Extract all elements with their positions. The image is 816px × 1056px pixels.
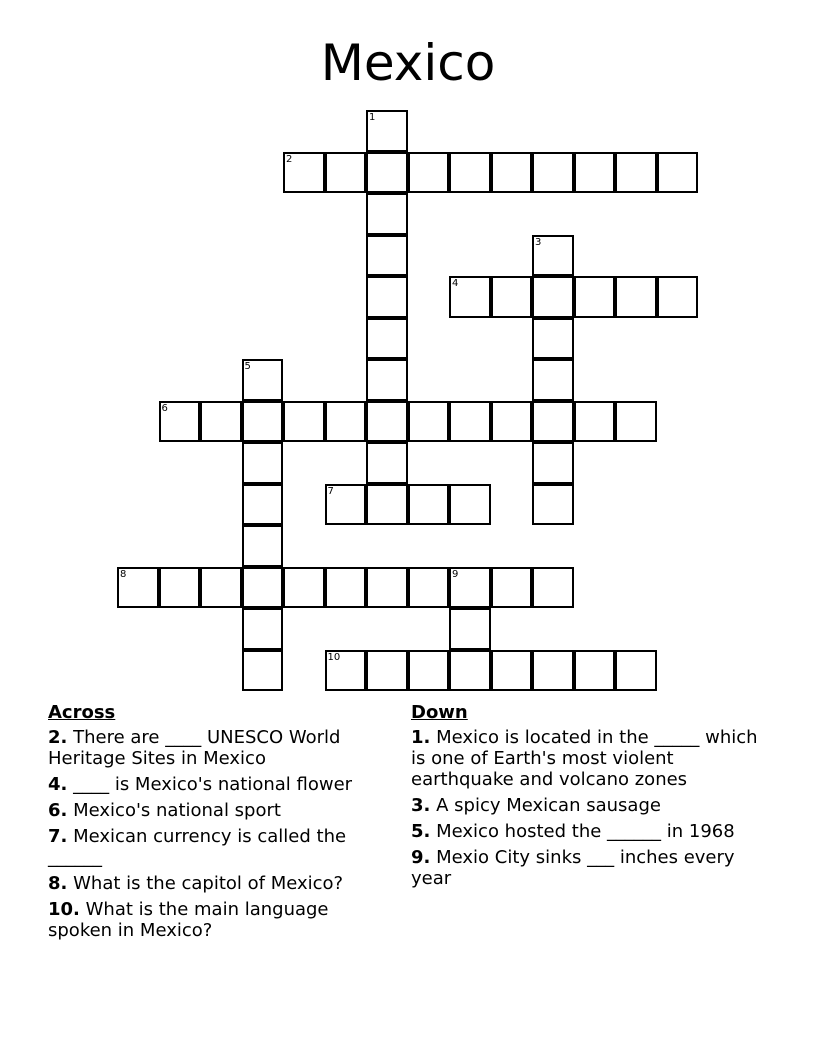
grid-cell[interactable] (366, 110, 408, 152)
cell-number: 3 (535, 236, 542, 248)
grid-cell[interactable] (449, 484, 491, 526)
grid-cell[interactable] (117, 567, 159, 609)
clue-number: 10. (48, 899, 80, 920)
grid-cell[interactable] (159, 567, 201, 609)
grid-cell[interactable] (532, 650, 574, 692)
grid-cell[interactable] (366, 401, 408, 443)
grid-cell[interactable] (532, 235, 574, 277)
clue-number: 9. (411, 847, 431, 868)
clue-across-4 (48, 774, 398, 795)
down-clues (411, 702, 761, 894)
grid-cell[interactable] (449, 152, 491, 194)
cell-number: 6 (161, 402, 168, 414)
grid-cell[interactable] (615, 650, 657, 692)
cell-number: 8 (120, 568, 127, 580)
grid-cell[interactable] (615, 276, 657, 318)
clue-text: A spicy Mexican sausage (436, 795, 661, 816)
cell-number: 1 (369, 112, 376, 123)
clue-number: 3. (411, 795, 431, 816)
grid-cell[interactable] (449, 567, 491, 609)
clue-down-1 (411, 727, 761, 790)
grid-cell[interactable] (615, 152, 657, 194)
clue-number: 2. (48, 727, 68, 748)
puzzle-title: Mexico (320, 34, 496, 92)
grid-cell[interactable] (532, 484, 574, 526)
clue-across-7 (48, 826, 398, 868)
clue-text: What is the capitol of Mexico? (73, 873, 344, 894)
across-clues (48, 702, 398, 946)
grid-cell[interactable] (532, 359, 574, 401)
cell-number: 9 (452, 568, 459, 580)
grid-cell[interactable] (366, 276, 408, 318)
grid-cell[interactable] (491, 152, 533, 194)
grid-cell[interactable] (242, 442, 284, 484)
grid-cell[interactable] (491, 401, 533, 443)
grid-cell[interactable] (325, 401, 367, 443)
grid-cell[interactable] (532, 152, 574, 194)
grid-cell[interactable] (366, 650, 408, 692)
grid-cell[interactable] (283, 567, 325, 609)
clue-number: 5. (411, 821, 431, 842)
clue-text: Mexio City sinks ___ inches every year (411, 847, 735, 889)
grid-cell[interactable] (408, 484, 450, 526)
grid-cell[interactable] (325, 567, 367, 609)
grid-cell[interactable] (449, 650, 491, 692)
grid-cell[interactable] (366, 193, 408, 235)
grid-cell[interactable] (366, 152, 408, 194)
grid-cell[interactable] (366, 359, 408, 401)
clue-text: Mexican currency is called the ______ (48, 826, 347, 868)
down-heading: Down (411, 702, 468, 723)
clue-text: There are ____ UNESCO World Heritage Sites in Mexico (48, 727, 341, 769)
grid-cell[interactable] (408, 152, 450, 194)
clue-text: Mexico's national sport (73, 800, 281, 821)
grid-cell[interactable] (574, 401, 616, 443)
grid-cell[interactable] (408, 401, 450, 443)
clue-across-8 (48, 873, 398, 894)
grid-cell[interactable] (532, 401, 574, 443)
grid-cell[interactable] (574, 152, 616, 194)
clue-across-10 (48, 899, 398, 941)
clue-number: 8. (48, 873, 68, 894)
cell-number: 7 (327, 485, 334, 497)
grid-cell[interactable] (449, 276, 491, 318)
clue-text: Mexico is located in the _____ which is one of Earth's most violent earthquake and volcano zones (411, 727, 758, 790)
grid-cell[interactable] (200, 401, 242, 443)
grid-cell[interactable] (242, 567, 284, 609)
clue-number: 4. (48, 774, 68, 795)
grid-cell[interactable] (408, 567, 450, 609)
grid-cell[interactable] (242, 484, 284, 526)
clue-number: 7. (48, 826, 68, 847)
grid-cell[interactable] (366, 567, 408, 609)
grid-cell[interactable] (325, 152, 367, 194)
clue-text: Mexico hosted the ______ in 1968 (436, 821, 735, 842)
grid-cell[interactable] (366, 442, 408, 484)
grid-cell[interactable] (242, 650, 284, 692)
grid-cell[interactable] (283, 152, 325, 194)
grid-cell[interactable] (657, 276, 699, 318)
clue-across-2 (48, 727, 398, 769)
clue-text: What is the main language spoken in Mexico? (48, 899, 329, 941)
clue-down-5 (411, 821, 761, 842)
cell-number: 2 (286, 153, 293, 165)
grid-cell[interactable] (491, 276, 533, 318)
grid-cell[interactable] (408, 650, 450, 692)
clue-text: ____ is Mexico's national flower (73, 774, 353, 795)
grid-cell[interactable] (449, 608, 491, 650)
cell-number: 10 (327, 651, 341, 663)
cell-number: 4 (452, 278, 459, 289)
clue-across-6 (48, 800, 398, 821)
clue-number: 6. (48, 800, 68, 821)
across-heading: Across (48, 702, 116, 723)
grid-cell[interactable] (159, 401, 201, 443)
grid-cell[interactable] (532, 567, 574, 609)
grid-cell[interactable] (242, 525, 284, 567)
grid-cell[interactable] (491, 650, 533, 692)
grid-cell[interactable] (200, 567, 242, 609)
grid-cell[interactable] (325, 484, 367, 526)
grid-cell[interactable] (532, 442, 574, 484)
grid-cell[interactable] (366, 484, 408, 526)
grid-cell[interactable] (242, 359, 284, 401)
grid-cell[interactable] (574, 650, 616, 692)
grid-cell[interactable] (615, 401, 657, 443)
grid-cell[interactable] (283, 401, 325, 443)
grid-cell[interactable] (532, 276, 574, 318)
grid-cell[interactable] (242, 608, 284, 650)
grid-cell[interactable] (449, 401, 491, 443)
clue-number: 1. (411, 727, 431, 748)
grid-cell[interactable] (366, 235, 408, 277)
cell-number: 5 (244, 361, 251, 372)
grid-cell[interactable] (325, 650, 367, 692)
clue-down-3 (411, 795, 761, 816)
clue-down-9 (411, 847, 761, 889)
grid-cell[interactable] (491, 567, 533, 609)
grid-cell[interactable] (574, 276, 616, 318)
grid-cell[interactable] (657, 152, 699, 194)
grid-cell[interactable] (366, 318, 408, 360)
grid-cell[interactable] (532, 318, 574, 360)
grid-cell[interactable] (242, 401, 284, 443)
